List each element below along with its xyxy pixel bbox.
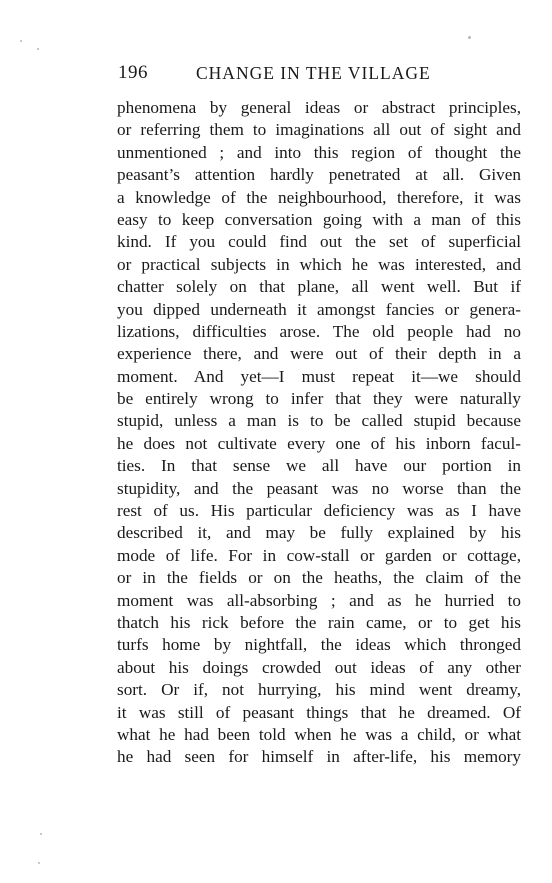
text-line: what he had been told when he was a child, or what	[117, 724, 521, 744]
text-line: thatch his rick before the rain came, or to get his	[117, 612, 521, 632]
text-line: mode of life. For in cow-stall or garden or cottage,	[117, 545, 521, 565]
text-line: or in the fields or on the heaths, the claim of the	[117, 568, 521, 588]
text-line: stupid, unless a man is to be called stupid because	[117, 411, 521, 431]
text-line: peasant’s attention hardly penetrated at all. Given	[117, 165, 521, 185]
text-line: chatter solely on that plane, all went well. But if	[117, 277, 521, 297]
body-text	[117, 97, 521, 769]
scan-speck	[468, 36, 471, 39]
scan-speck	[20, 40, 22, 42]
text-line: phenomena by general ideas or abstract principles,	[117, 98, 521, 117]
text-line: ties. In that sense we all have our portion in	[117, 456, 521, 476]
text-line: moment. And yet—I must repeat it—we should	[117, 366, 521, 386]
text-line: described it, and may be fully explained by his	[117, 523, 521, 543]
text-line: unmentioned ; and into this region of thought the	[117, 142, 521, 162]
text-line: moment was all-absorbing ; and as he hurried to	[117, 590, 521, 610]
scan-speck	[37, 48, 39, 50]
text-line: lizations, difficulties arose. The old people had no	[117, 321, 521, 341]
running-head: CHANGE IN THE VILLAGE	[196, 63, 431, 83]
text-line: or practical subjects in which he was interested, and	[117, 254, 521, 274]
text-line: you dipped underneath it amongst fancies or genera-	[117, 299, 521, 319]
text-line: sort. Or if, not hurrying, his mind went dreamy,	[117, 680, 521, 700]
text-line: it was still of peasant things that he dreamed. Of	[117, 702, 521, 722]
scan-speck	[40, 833, 42, 835]
text-line: or referring them to imaginations all out of sight and	[117, 120, 521, 140]
text-line: rest of us. His particular deficiency was as I have	[117, 501, 521, 521]
page-header	[118, 62, 518, 88]
text-line: stupidity, and the peasant was no worse than the	[117, 478, 521, 498]
page-number: 196	[118, 62, 148, 83]
text-line: turfs home by nightfall, the ideas which thronged	[117, 635, 521, 655]
text-line: experience there, and were out of their depth in a	[117, 344, 521, 364]
text-line: easy to keep conversation going with a man of this	[117, 209, 521, 229]
text-line: kind. If you could find out the set of superficial	[117, 232, 521, 252]
text-line: he does not cultivate every one of his inborn facul-	[117, 433, 521, 453]
text-line: about his doings crowded out ideas of any other	[117, 657, 521, 677]
scan-speck	[38, 862, 40, 864]
text-line: a knowledge of the neighbourhood, therefore, it was	[117, 187, 521, 207]
text-line: be entirely wrong to infer that they were naturally	[117, 389, 521, 409]
text-line: he had seen for himself in after-life, his memory	[117, 747, 521, 767]
